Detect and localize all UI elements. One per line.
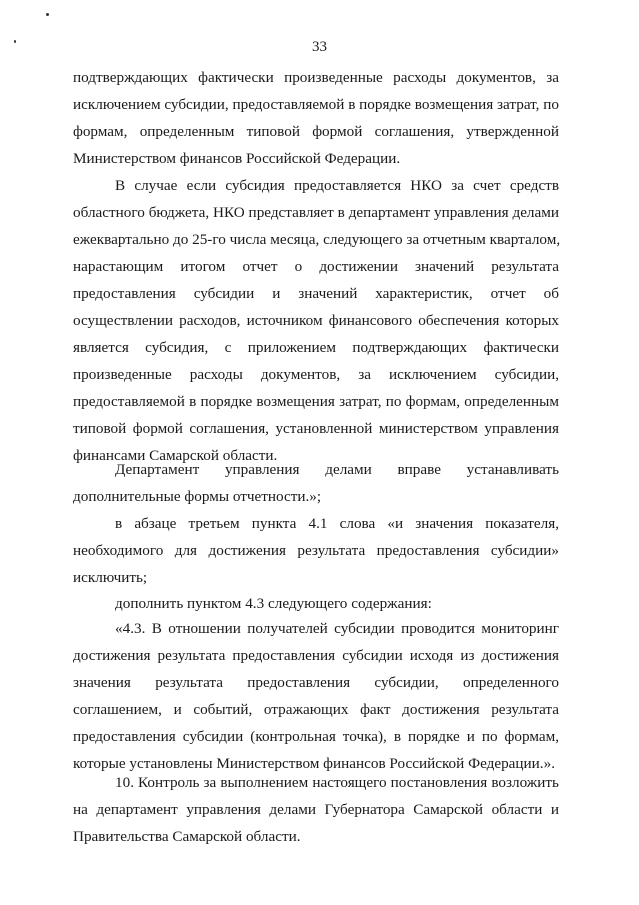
text-line: предоставления субсидии (контрольная точка), в порядке и по формам, — [73, 728, 559, 745]
text-line: подтверждающих фактически произведенные расходы документов, за — [73, 69, 559, 86]
text-line: дополнительные формы отчетности.»; — [73, 488, 322, 505]
text-line: дополнить пунктом 4.3 следующего содержания: — [115, 595, 432, 612]
paragraph-add-4-3 — [73, 590, 559, 617]
text-line: достижения результата предоставления субсидии исходя из достижения — [73, 647, 559, 664]
text-line: В случае если субсидия предоставляется НКО за счет средств — [115, 177, 559, 194]
page-number: 33 — [312, 39, 327, 55]
paragraph-clause-4-3 — [73, 615, 559, 777]
text-line: финансами Самарской области. — [73, 447, 278, 464]
text-line: осуществлении расходов, источником финансового обеспечения которых — [73, 312, 559, 329]
text-line: Министерством финансов Российской Федерации. — [73, 150, 401, 167]
text-line: предоставляемой в порядке возмещения затрат, по формам, определенным — [73, 393, 559, 410]
paragraph-amend-4-1 — [73, 510, 559, 591]
text-line: типовой формой соглашения, установленной министерством управления — [73, 420, 559, 437]
text-line: 10. Контроль за выполнением настоящего постановления возложить — [115, 774, 559, 791]
text-line: Департамент управления делами вправе устанавливать — [115, 461, 559, 478]
text-line: нарастающим итогом отчет о достижении значений результата — [73, 258, 559, 275]
text-line: необходимого для достижения результата предоставления субсидии» — [73, 542, 559, 559]
text-line: которые установлены Министерством финансов Российской Федерации.». — [73, 755, 555, 772]
text-line: формам, определенным типовой формой соглашения, утвержденной — [73, 123, 559, 140]
text-line: ежеквартально до 25-го числа месяца, следующего за отчетным кварталом, — [73, 231, 561, 248]
text-line: областного бюджета, НКО представляет в департамент управления делами — [73, 204, 559, 221]
text-line: на департамент управления делами Губернатора Самарской области и — [73, 801, 559, 818]
text-line: в абзаце третьем пункта 4.1 слова «и значения показателя, — [115, 515, 559, 532]
text-line: Правительства Самарской области. — [73, 828, 301, 845]
paragraph-nko-report — [73, 172, 559, 469]
text-line: произведенные расходы документов, за исключением субсидии, — [73, 366, 559, 383]
text-line: является субсидия, с приложением подтверждающих фактически — [73, 339, 559, 356]
text-line: исключить; — [73, 569, 148, 586]
text-line: соглашением, и событий, отражающих факт достижения результата — [73, 701, 559, 718]
text-line: предоставления субсидии и значений характеристик, отчет об — [73, 285, 559, 302]
text-line: значения результата предоставления субсидии, определенного — [73, 674, 559, 691]
paragraph-additional-forms — [73, 456, 559, 510]
paragraph-continuation — [73, 64, 559, 172]
paragraph-control-clause — [73, 769, 559, 850]
text-line: «4.3. В отношении получателей субсидии проводится мониторинг — [115, 620, 559, 637]
text-line: исключением субсидии, предоставляемой в порядке возмещения затрат, по — [73, 96, 559, 113]
scan-speck — [46, 13, 49, 16]
